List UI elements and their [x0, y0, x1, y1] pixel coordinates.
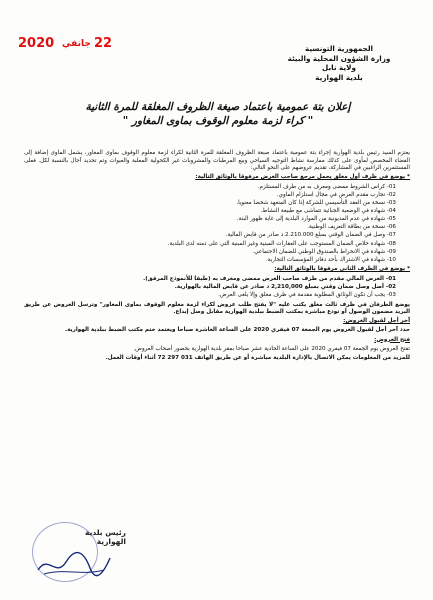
list-item: 08- شهادة خلاص الضمان المستوجب على العقارات المبنية وغير المبنية التي على ذمته لدى البلدية.	[167, 240, 396, 247]
issuer-header	[279, 44, 399, 82]
list-item: 09- شهادة في الانخراط بالصندوق الوطني للضمان الاجتماعي.	[252, 248, 396, 255]
list-item: 05- شهادة في عدم المديونية من الموارد البلدية إلى غاية ظهور البتة.	[236, 216, 396, 223]
list-item: 01- كراس الشروط ممضى ومعرف به من طرف المستلزم.	[257, 183, 396, 190]
list-item: 10- شهادة في الاشتراك بأحد دفاتر المؤسسات التجارية.	[265, 256, 396, 263]
list-item: 03- نسخة من العقد التأسيسي للشركة إذا كان المتعهد شخصا معنويا.	[236, 200, 396, 207]
submission-paragraph: يوضع الظرفان في ظرف ثالث مغلق يكتب عليه "لا يفتح طلب عروض لكراء لزمة معلوم الوقوف بماوى المغاور" وترسل العروض عن طريق البريد مضمون الوصول أو تودع مباشرة بمكتب الضبط ببلدية الهوارية مقابل وصل إيداع.	[24, 301, 410, 316]
list-item: 07- وصل في الضمان الوقتي بمبلغ 2.210.000 د صادر من قابض المالية.	[225, 232, 396, 239]
envelope2-heading: * يوضع في الظرف الثاني مرفوقا بالوثائق التالية:	[274, 266, 410, 273]
title-line-2: " كراء لزمة معلوم الوقوف بماوى المغاور "	[122, 115, 314, 127]
header-governorate: ولاية نابل	[322, 63, 356, 72]
signature-block	[26, 520, 126, 582]
envelope2-list	[24, 276, 410, 300]
contact-paragraph: للمزيد من المعلومات يمكن الاتصال بالإدارة البلدية مباشرة أو عن طريق الهاتف 031 297 72 أثناء أوقات العمل.	[105, 354, 410, 361]
stamp-month: جانفي	[62, 39, 91, 49]
header-ministry: وزارة الشؤون المحلية والبيئة	[287, 53, 391, 63]
title-line-1: إعلان بتة عمومية باعتماد صيغة الظروف المغلقة للمرة الثانية	[85, 101, 351, 113]
opening-paragraph: تفتح العروض يوم الجمعة 07 فيفري 2020 على الساعة الحادية عشر صباحا بمقر بلدية الهوارية بحضور أصحاب العروض.	[133, 345, 410, 352]
announcement-body	[24, 150, 410, 364]
opening-heading: فتح العروض:	[374, 336, 410, 343]
handwritten-signature	[34, 550, 114, 580]
header-republic: الجمهورية التونسية	[304, 44, 374, 53]
stamp-year: 2020	[18, 36, 55, 51]
deadline-paragraph: حدد آخر أجل لقبول العروض يوم الجمعة 07 فيفري 2020 على الساعة العاشرة صباحا ويعتمد ختم مكتب الضبط ببلدية الهوارية.	[64, 327, 410, 334]
list-item: 03- يجب أن تكون الوثائق المطلوبة مقدمة في ظرف مغلق وإلا يلغى العرض.	[218, 292, 396, 299]
list-item: 02- تجارب مقدم العرض في مجال استلزام الماوي.	[276, 191, 396, 198]
deadline-heading: آخر أجل لقبول العروض:	[343, 318, 410, 325]
stamp-day: 22	[94, 36, 113, 51]
announcement-title	[48, 100, 388, 128]
list-item: 01- العرض المالي مقدم من طرف صاحب العرض ممضى ومعرف به (طبقا للأنموذج المرفق).	[143, 275, 396, 282]
envelope1-list	[24, 184, 410, 264]
list-item: 04- شهادة في الوضعية الجبائية تتماشى مع طبيعة النشاط.	[260, 208, 396, 215]
list-item: 06- نسخة من بطاقة التعريف الوطنية.	[307, 224, 396, 231]
signatory-title: رئيس بلدية الهوارية	[85, 528, 126, 546]
list-item: 02- أصل وصل ضمان وقتي بمبلغ 2,210,000 د صادر عن قابض المالية بالهوارية.	[174, 284, 396, 290]
received-date-stamp	[18, 34, 138, 54]
envelope1-heading: * يوضع في ظرف أول مغلق يحمل مرجع صاحب العرض مرفوقا بالوثائق التالية:	[195, 174, 410, 181]
header-municipality: بلدية الهوارية	[315, 72, 363, 82]
intro-paragraph: يعتزم السيد رئيس بلدية الهوارية إجراء بتة عمومية باعتماد صيغة الظروف المغلقة للمرة الثانية لكراء لزمة معلوم الوقوف بماوى المغاور، يشمل الماوى إضافة إلى الفضاء المخصص لمأوى على كذلك ممارسة نشاط التوجيه السياحي وبيع المرطبات والمشروبات غير الكحولية المعلبة والعبوات وتم تحديد آجال بالنسبة لكل. فعلى المستثمرين الراغبين في المشاركة، تقديم عروضهم على النحو التالي:	[24, 150, 410, 172]
